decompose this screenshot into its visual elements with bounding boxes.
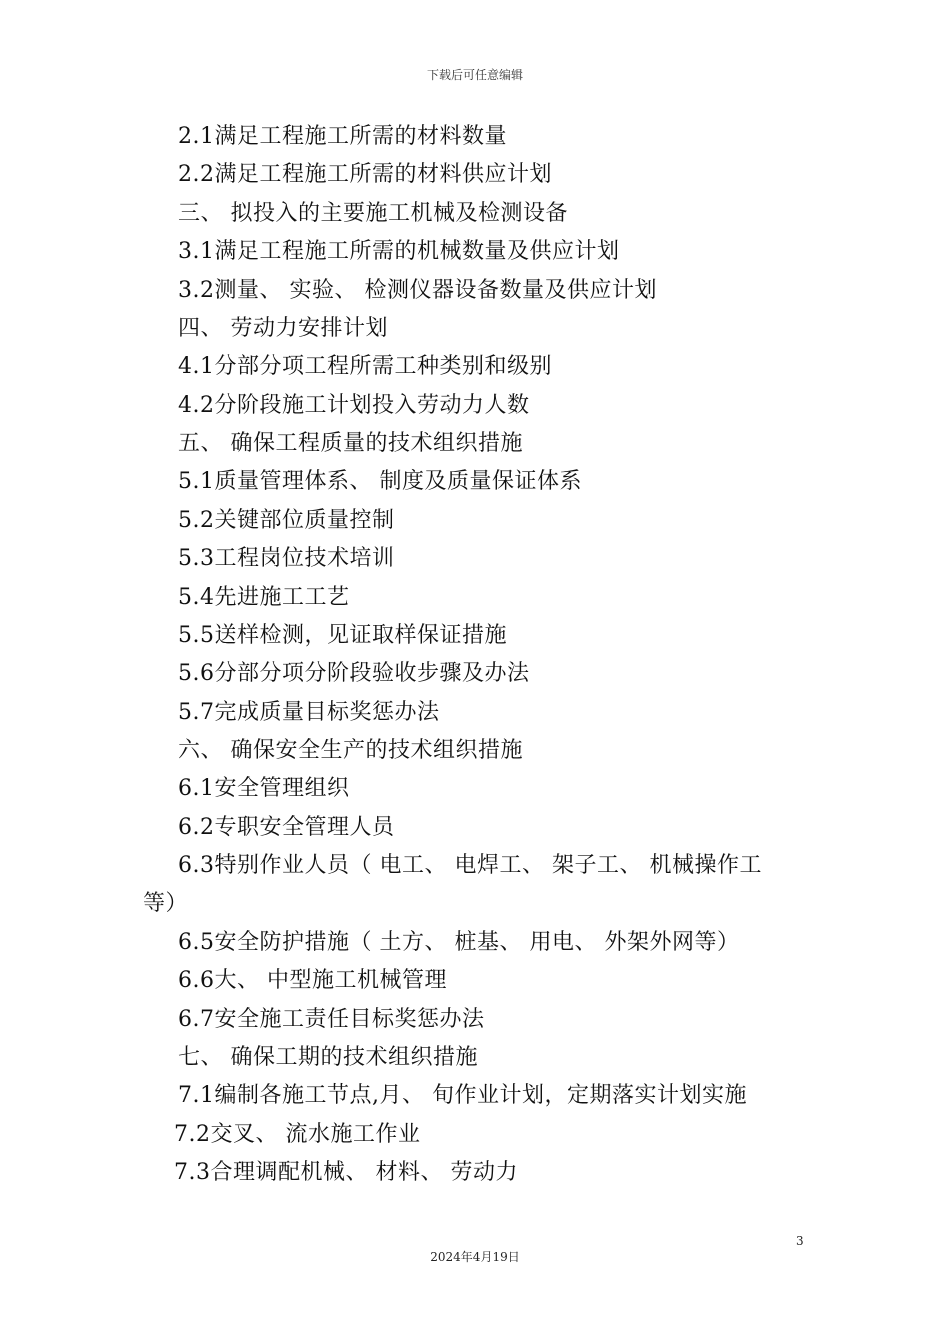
section-heading: 三、 拟投入的主要施工机械及检测设备 <box>178 201 568 226</box>
text-line: 6.1安全管理组织 <box>178 776 350 801</box>
text-line: 6.2专职安全管理人员 <box>178 815 395 840</box>
text-line: 5.4先进施工工艺 <box>178 585 350 610</box>
text-line: 3.2测量、 实验、 检测仪器设备数量及供应计划 <box>178 278 657 303</box>
text-line: 5.7完成质量目标奖惩办法 <box>178 700 440 725</box>
section-heading: 五、 确保工程质量的技术组织措施 <box>178 431 523 456</box>
text-line: 7.3合理调配机械、 材料、 劳动力 <box>174 1160 518 1185</box>
section-heading: 七、 确保工期的技术组织措施 <box>178 1045 478 1070</box>
page-header: 下载后可任意编辑 <box>426 68 523 82</box>
text-line: 5.2关键部位质量控制 <box>178 508 395 533</box>
section-heading: 六、 确保安全生产的技术组织措施 <box>178 738 523 763</box>
text-line: 6.5安全防护措施（ 土方、 桩基、 用电、 外架外网等） <box>178 930 740 955</box>
text-line: 5.5送样检测，见证取样保证措施 <box>178 623 507 648</box>
text-line: 5.1质量管理体系、 制度及质量保证体系 <box>178 469 582 494</box>
text-line: 2.2满足工程施工所需的材料供应计划 <box>178 162 552 187</box>
text-line-continuation: 等） <box>143 891 189 916</box>
text-line: 6.3特别作业人员（ 电工、 电焊工、 架子工、 机械操作工 <box>178 853 762 878</box>
text-line: 2.1满足工程施工所需的材料数量 <box>178 124 507 149</box>
text-line: 7.1编制各施工节点,月、 旬作业计划，定期落实计划实施 <box>178 1083 747 1108</box>
text-line: 3.1满足工程施工所需的机械数量及供应计划 <box>178 239 620 264</box>
section-heading: 四、 劳动力安排计划 <box>178 316 388 341</box>
text-line: 6.7安全施工责任目标奖惩办法 <box>178 1007 485 1032</box>
page-number: 3 <box>796 1234 804 1248</box>
text-line: 4.1分部分项工程所需工种类别和级别 <box>178 354 552 379</box>
footer-date: 2024年4月19日 <box>430 1250 520 1264</box>
text-line: 5.6分部分项分阶段验收步骤及办法 <box>178 661 530 686</box>
text-line: 7.2交叉、 流水施工作业 <box>174 1122 421 1147</box>
text-line: 4.2分阶段施工计划投入劳动力人数 <box>178 393 530 418</box>
text-line: 5.3工程岗位技术培训 <box>178 546 395 571</box>
text-line: 6.6大、 中型施工机械管理 <box>178 968 447 993</box>
